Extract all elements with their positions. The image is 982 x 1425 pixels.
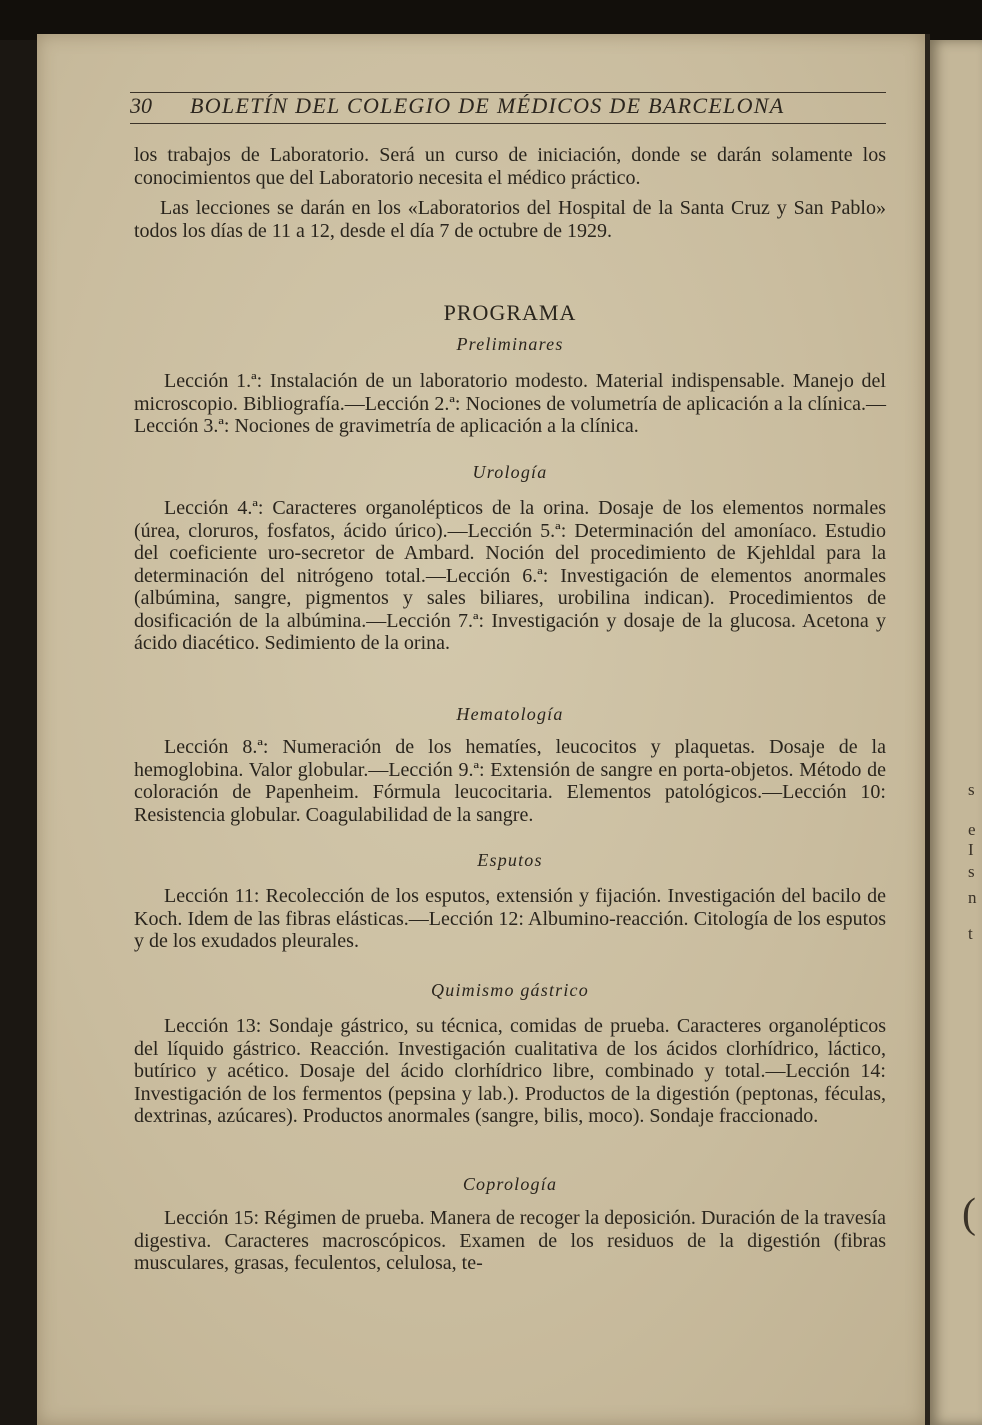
page-number: 30 <box>130 93 152 118</box>
adjacent-fragment: t <box>968 924 973 943</box>
section-text-esputos: Lección 11: Recolección de los esputos, extensión y fijación. Investigación del bacilo de Koch. Idem de las fibras elásticas.—Lección 12: Albumino-reacción. Citología de los esputos y de los exudados pleurales. <box>134 885 886 952</box>
adjacent-fragment: s <box>968 780 975 799</box>
section-heading-esputos: Esputos <box>477 850 543 870</box>
intro-paragraph-2: Las lecciones se darán en los «Laboratorios del Hospital de la Santa Cruz y San Pablo» todos los días de 11 a 12, desde el día 7 de octubre de 1929. <box>134 197 886 242</box>
section-text-coprologia: Lección 15: Régimen de prueba. Manera de recoger la deposición. Duración de la travesía digestiva. Caracteres macroscópicos. Examen de los residuos de la digestión (fibras musculares, grasas, feculentos, celulosa, te- <box>134 1207 886 1274</box>
adjacent-fragment: ( <box>962 1191 976 1237</box>
adjacent-fragment: I <box>968 840 974 859</box>
section-text-hematologia: Lección 8.ª: Numeración de los hematíes, leucocitos y plaquetas. Dosaje de la hemoglobina. Valor globular.—Lección 9.ª: Extensión de sangre en porta-objetos. Método de coloración de Papenheim. Fórmula leucocitaria. Elementos patológicos.—Lección 10: Resistencia globular. Coagulabilidad de la sangre. <box>134 736 886 826</box>
section-text-quimismo: Lección 13: Sondaje gástrico, su técnica, comidas de prueba. Caracteres organolépticos del líquido gástrico. Reacción. Investigación cualitativa de los ácidos clorhídrico, láctico, butírico y acético. Dosaje del ácido clorhídrico libre, combinado y total.—Lección 14: Investigación de los fermentos (pepsina y lab.). Productos de la digestión (peptonas, féculas, dextrinas, azúcares). Productos anormales (sangre, bilis, moco). Sondaje fraccionado. <box>134 1015 886 1127</box>
section-heading-urologia: Urología <box>472 462 548 482</box>
section-heading-hematologia: Hematología <box>456 704 564 724</box>
adjacent-fragment: s <box>968 862 975 881</box>
adjacent-fragment: n <box>968 888 977 907</box>
programa-title: PROGRAMA <box>443 300 577 325</box>
section-text-urologia: Lección 4.ª: Caracteres organolépticos de la orina. Dosaje de los elementos normales (úrea, cloruros, fosfatos, ácido úrico).—Lección 5.ª: Determinación del amoníaco. Estudio del coeficiente uro-secretor de Ambard. Noción del procedimiento de Kjehldal para la determinación del nitrógeno total.—Lección 6.ª: Investigación de elementos anormales (albúmina, sangre, pigmentos y sales biliares, urobilina indican). Procedimientos de dosificación de la albúmina.—Lección 7.ª: Investigación y dosaje de la glucosa. Acetona y ácido diacético. Sedimiento de la orina. <box>134 497 886 654</box>
journal-title: BOLETÍN DEL COLEGIO DE MÉDICOS DE BARCELONA <box>190 93 785 118</box>
adjacent-page-edge <box>928 40 982 1425</box>
adjacent-fragment: e <box>968 820 976 839</box>
section-heading-coprologia: Coprología <box>462 1174 558 1194</box>
running-header <box>130 92 886 124</box>
section-heading-quimismo: Quimismo gástrico <box>431 980 589 1000</box>
section-text-preliminares: Lección 1.ª: Instalación de un laboratorio modesto. Material indispensable. Manejo del microscopio. Bibliografía.—Lección 2.ª: Nociones de volumetría de aplicación a la clínica.—Lección 3.ª: Nociones de gravimetría de aplicación a la clínica. <box>134 370 886 437</box>
intro-paragraph-1: los trabajos de Laboratorio. Será un curso de iniciación, donde se darán solamente los conocimientos que del Laboratorio necesita el médico práctico. <box>134 144 886 189</box>
section-heading-preliminares: Preliminares <box>456 334 564 354</box>
